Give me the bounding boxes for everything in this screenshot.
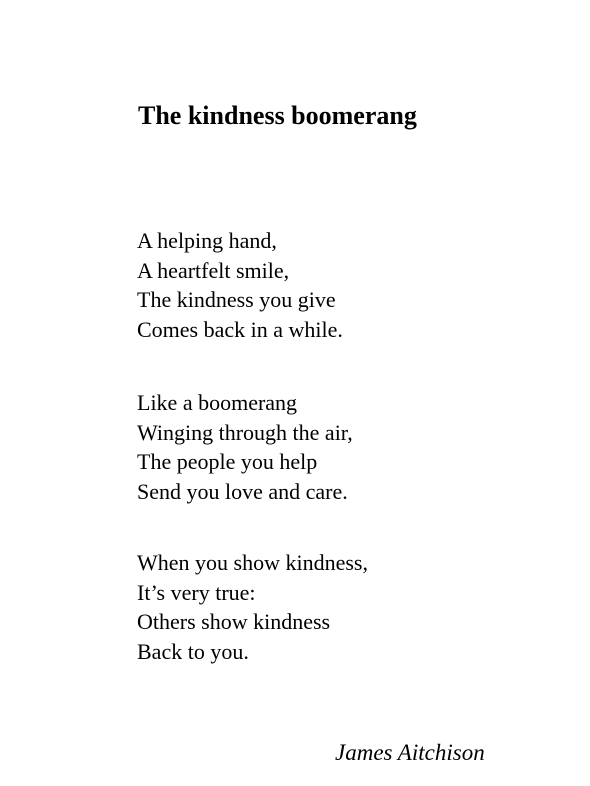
poem-line: Others show kindness xyxy=(137,609,331,635)
poem-line: It’s very true: xyxy=(137,579,256,605)
poem-line: When you show kindness, xyxy=(137,550,368,575)
poem-line: A heartfelt smile, xyxy=(137,257,290,283)
stanza-1 xyxy=(137,226,343,344)
poem-line: The people you help xyxy=(137,449,318,475)
poem-line: Like a boomerang xyxy=(137,390,298,415)
poem-line: Comes back in a while. xyxy=(137,316,343,342)
stanza-3 xyxy=(137,548,368,666)
poem-line: Winging through the air, xyxy=(137,419,353,445)
poem-author: James Aitchison xyxy=(335,740,485,765)
poem-line: Back to you. xyxy=(137,638,249,664)
poem-line: A helping hand, xyxy=(137,228,277,253)
poem-line: Send you love and care. xyxy=(137,478,348,504)
stanza-2 xyxy=(137,388,353,506)
poem-title: The kindness boomerang xyxy=(138,101,417,130)
poem-line: The kindness you give xyxy=(137,287,336,313)
